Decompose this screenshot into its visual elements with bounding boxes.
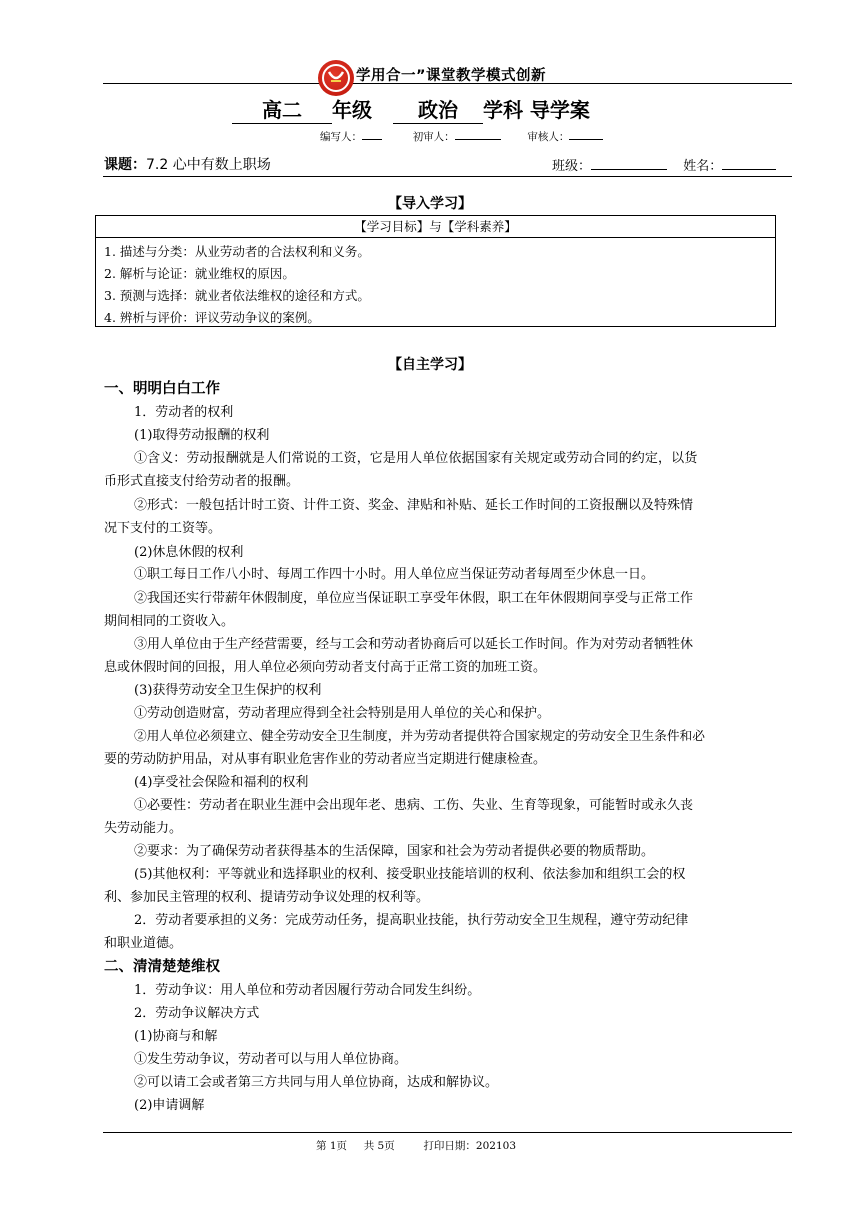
body-line: (3)获得劳动安全卫生保护的权利 [134,683,322,698]
topic-label: 课题： [104,157,146,173]
body-line: ②我国还实行带薪年休假制度，单位应当保证职工享受年休假，职工在年休假期间享受与正常工作 [134,591,694,606]
page-number: 第 1页 [316,1140,348,1152]
body-line: (1)协商与和解 [134,1029,218,1044]
body-line: ③用人单位由于生产经营需要，经与工会和劳动者协商后可以延长工作时间。作为对劳动者牺牲休 [134,637,694,652]
first-review-blank [455,129,501,140]
self-study-title: 【自主学习】 [388,357,472,373]
class-blank [591,157,667,170]
body-line: (5)其他权利：平等就业和选择职业的权利、接受职业技能培训的权利、依法参加和组织工会的权 [134,867,686,882]
body-line: ①发生劳动争议，劳动者可以与用人单位协商。 [134,1052,408,1067]
body-line: 息或休假时间的回报，用人单位必须向劳动者支付高于正常工资的加班工资。 [104,660,547,675]
goals-header: 【学习目标】与【学科素养】 [96,216,775,238]
first-review-label: 初审人： [412,131,455,143]
body-line: (2)申请调解 [134,1098,205,1113]
class-name-row [552,155,776,174]
name-label: 姓名： [683,159,723,174]
topic-rule [103,176,792,177]
body-line: ②可以请工会或者第三方共同与用人单位协商，达成和解协议。 [134,1075,499,1090]
goal-item: 3. 预测与选择：就业者依法维权的途径和方式。 [104,288,370,303]
body-line: 况下支付的工资等。 [104,521,222,536]
topic-text: 7.2 心中有数上职场 [146,157,271,173]
page-total: 共 5页 [363,1140,395,1152]
body-line: (2)休息休假的权利 [134,545,244,560]
school-logo-icon [318,60,354,96]
body-line: 失劳动能力。 [104,821,183,836]
banner-title: 学用合一”课堂教学模式创新 [356,68,547,84]
grade-suffix: 年级 [332,98,372,122]
page-footer [316,1138,516,1153]
body-line: 2．劳动争议解决方式 [134,1006,260,1021]
body-line: ①职工每日工作八小时、每周工作四十小时。用人单位应当保证劳动者每周至少休息一日。 [134,567,655,582]
subject-value: 政治 [393,94,483,124]
writer-label: 编写人： [320,131,362,143]
body-line: 1．劳动者的权利 [134,405,234,420]
writer-blank [362,129,382,140]
body-line: ②要求：为了确保劳动者获得基本的生活保障，国家和社会为劳动者提供必要的物质帮助。 [134,844,655,859]
document-title [232,94,590,124]
goals-box [95,215,776,327]
body-line: 币形式直接支付给劳动者的报酬。 [104,474,300,489]
body-line: 2．劳动者要承担的义务：完成劳动任务，提高职业技能，执行劳动安全卫生规程，遵守劳动纪律 [134,913,689,928]
section-heading-2: 二、清清楚楚维权 [104,959,220,975]
footer-rule [103,1132,792,1133]
class-label: 班级： [552,159,592,174]
intro-title: 【导入学习】 [388,196,472,212]
name-blank [722,157,776,170]
body-line: ①劳动创造财富，劳动者理应得到全社会特别是用人单位的关心和保护。 [134,706,551,721]
grade-value: 高二 [232,94,332,124]
body-line: (4)享受社会保险和福利的权利 [134,775,309,790]
body-line: ①含义：劳动报酬就是人们常说的工资，它是用人单位依据国家有关规定或劳动合同的约定，以货 [134,451,698,466]
body-line: 要的劳动防护用品，对从事有职业危害作业的劳动者应当定期进行健康检查。 [104,752,547,767]
body-line: ①必要性：劳动者在职业生涯中会出现年老、患病、工伤、失业、生育等现象，可能暂时或永久丧 [134,798,694,813]
body-line: ②形式：一般包括计时工资、计件工资、奖金、津贴和补贴、延长工作时间的工资报酬以及特殊情 [134,498,694,513]
body-line: 利、参加民主管理的权利、提请劳动争议处理的权利等。 [104,890,430,905]
body-line: (1)取得劳动报酬的权利 [134,428,270,443]
body-line: ②用人单位必须建立、健全劳动安全卫生制度，并为劳动者提供符合国家规定的劳动安全卫生条件和必 [134,728,705,743]
subject-suffix: 学科 导学案 [482,98,590,122]
goal-item: 2. 解析与论证：就业维权的原因。 [104,266,295,281]
goal-item: 1. 描述与分类：从业劳动者的合法权利和义务。 [104,244,370,259]
topic-line [104,154,271,174]
body-line: 期间相同的工资收入。 [104,614,235,629]
reviewer-blank [569,129,603,140]
reviewer-label: 审核人： [527,131,570,143]
signature-row [320,129,603,144]
print-date: 打印日期：202103 [423,1140,517,1152]
goal-item: 4. 辨析与评价：评议劳动争议的案例。 [104,310,320,325]
body-line: 和职业道德。 [104,936,183,951]
section-heading-1: 一、明明白白工作 [104,381,220,397]
body-line: 1．劳动争议：用人单位和劳动者因履行劳动合同发生纠纷。 [134,983,481,998]
